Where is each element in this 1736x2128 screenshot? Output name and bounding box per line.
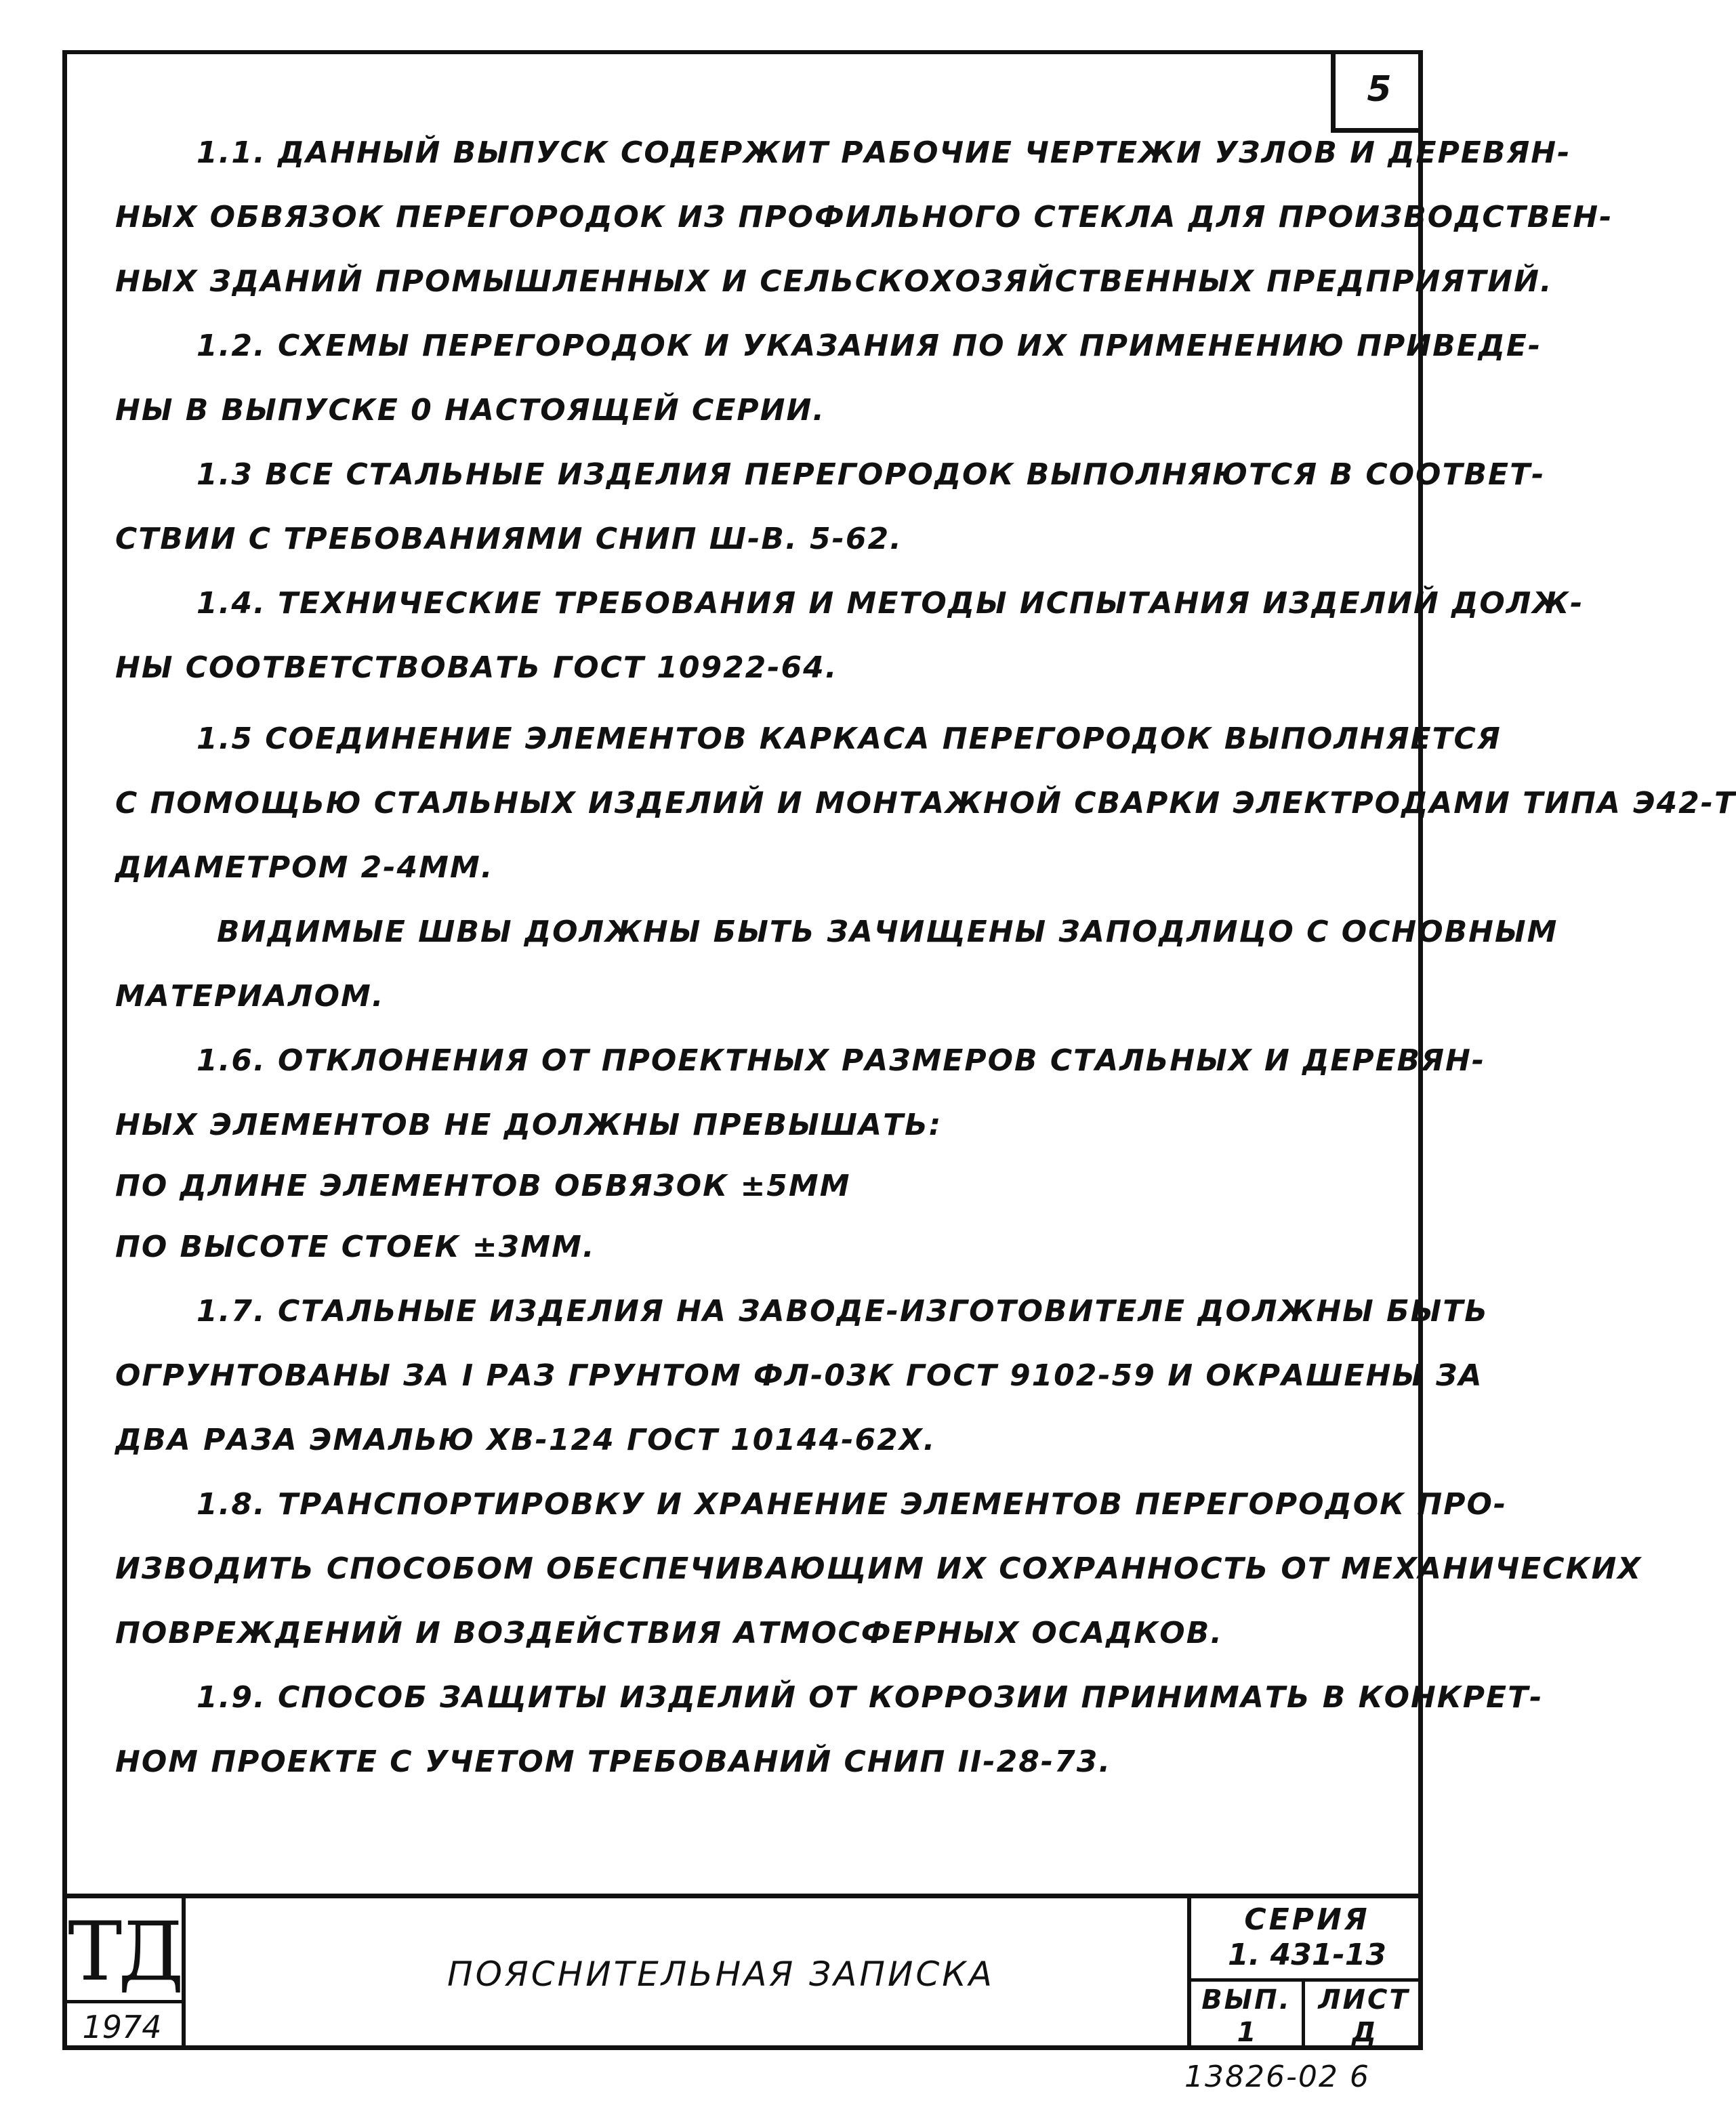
document-title: ПОЯСНИТЕЛЬНАЯ ЗАПИСКА (447, 1955, 995, 1994)
p7-line2: ОГРУНТОВАНЫ ЗА I РАЗ ГРУНТОМ ФЛ-03К ГОСТ 9102-59 И ОКРАШЕНЫ ЗА (115, 1358, 1483, 1393)
p8-line3: ПОВРЕЖДЕНИЙ И ВОЗДЕЙСТВИЯ АТМОСФЕРНЫХ ОСАДКОВ. (115, 1616, 1223, 1650)
series-cell (1187, 1898, 1423, 2050)
organization-cell (62, 1898, 186, 2050)
p6-line3: ПО ДЛИНЕ ЭЛЕМЕНТОВ ОБВЯЗОК ±5ММ (115, 1169, 851, 1203)
p5-line3: ДИАМЕТРОМ 2-4ММ. (115, 850, 494, 885)
p6-line1: 1.6. ОТКЛОНЕНИЯ ОТ ПРОЕКТНЫХ РАЗМЕРОВ СТАЛЬНЫХ И ДЕРЕВЯН- (197, 1043, 1486, 1078)
p5-line2: С ПОМОЩЬЮ СТАЛЬНЫХ ИЗДЕЛИЙ И МОНТАЖНОЙ СВАРКИ ЭЛЕКТРОДАМИ ТИПА Э42-Т (115, 786, 1736, 820)
archive-number: 13826-02 6 (1184, 2060, 1370, 2094)
p1-line3: НЫХ ЗДАНИЙ ПРОМЫШЛЕННЫХ И СЕЛЬСКОХОЗЯЙСТВЕННЫХ ПРЕДПРИЯТИЙ. (115, 264, 1553, 299)
p8-line2: ИЗВОДИТЬ СПОСОБОМ ОБЕСПЕЧИВАЮЩИМ ИХ СОХРАННОСТЬ ОТ МЕХАНИЧЕСКИХ (115, 1551, 1642, 1586)
p4-line1: 1.4. ТЕХНИЧЕСКИЕ ТРЕБОВАНИЯ И МЕТОДЫ ИСПЫТАНИЯ ИЗДЕЛИЙ ДОЛЖ- (197, 586, 1584, 621)
p3-line1: 1.3 ВСЕ СТАЛЬНЫЕ ИЗДЕЛИЯ ПЕРЕГОРОДОК ВЫПОЛНЯЮТСЯ В СООТВЕТ- (197, 457, 1546, 492)
p5b-line2: МАТЕРИАЛОМ. (115, 979, 385, 1014)
p9-line1: 1.9. СПОСОБ ЗАЩИТЫ ИЗДЕЛИЙ ОТ КОРРОЗИИ ПРИНИМАТЬ В КОНКРЕТ- (197, 1680, 1544, 1715)
title-block (62, 1894, 1423, 2050)
p5b-line1: ВИДИМЫЕ ШВЫ ДОЛЖНЫ БЫТЬ ЗАЧИЩЕНЫ ЗАПОДЛИЦО С ОСНОВНЫМ (217, 915, 1558, 949)
series-value: 1. 431-13 (1228, 1938, 1386, 1972)
p7-line3: ДВА РАЗА ЭМАЛЬЮ ХВ-124 ГОСТ 10144-62Х. (115, 1423, 936, 1457)
sheet-value: Д (1352, 2017, 1376, 2048)
p5-line1: 1.5 СОЕДИНЕНИЕ ЭЛЕМЕНТОВ КАРКАСА ПЕРЕГОРОДОК ВЫПОЛНЯЕТСЯ (197, 722, 1502, 756)
p7-line1: 1.7. СТАЛЬНЫЕ ИЗДЕЛИЯ НА ЗАВОДЕ-ИЗГОТОВИТЕЛЕ ДОЛЖНЫ БЫТЬ (197, 1294, 1489, 1329)
series-label: СЕРИЯ (1244, 1902, 1370, 1937)
p8-line1: 1.8. ТРАНСПОРТИРОВКУ И ХРАНЕНИЕ ЭЛЕМЕНТОВ ПЕРЕГОРОДОК ПРО- (197, 1487, 1508, 1522)
p4-line2: НЫ СООТВЕТСТВОВАТЬ ГОСТ 10922-64. (115, 650, 838, 685)
p3-line2: СТВИИ С ТРЕБОВАНИЯМИ СНИП Ш-В. 5-62. (115, 522, 903, 556)
p1-line2: НЫХ ОБВЯЗОК ПЕРЕГОРОДОК ИЗ ПРОФИЛЬНОГО СТЕКЛА ДЛЯ ПРОИЗВОДСТВЕН- (115, 200, 1613, 234)
p2-line2: НЫ В ВЫПУСКЕ 0 НАСТОЯЩЕЙ СЕРИИ. (115, 393, 825, 427)
td-logo: ТД (68, 1905, 180, 1999)
issue-cell (1191, 1982, 1305, 2050)
p9-line2: НОМ ПРОЕКТЕ С УЧЕТОМ ТРЕБОВАНИЙ СНИП II-28-73. (115, 1745, 1112, 1779)
issue-label: ВЫП. (1201, 1984, 1291, 2016)
p6-line2: НЫХ ЭЛЕМЕНТОВ НЕ ДОЛЖНЫ ПРЕВЫШАТЬ: (115, 1108, 943, 1142)
p2-line1: 1.2. СХЕМЫ ПЕРЕГОРОДОК И УКАЗАНИЯ ПО ИХ ПРИМЕНЕНИЮ ПРИВЕДЕ- (197, 329, 1542, 363)
issue-sheet-grid (1191, 1978, 1423, 2050)
issue-value: 1 (1237, 2017, 1256, 2048)
page-number: 5 (1331, 50, 1423, 133)
p6-line4: ПО ВЫСОТЕ СТОЕК ±3ММ. (115, 1230, 596, 1264)
p1-line1: 1.1. ДАННЫЙ ВЫПУСК СОДЕРЖИТ РАБОЧИЕ ЧЕРТЕЖИ УЗЛОВ И ДЕРЕВЯН- (197, 135, 1571, 170)
sheet-cell (1305, 1982, 1423, 2050)
year: 1974 (62, 2000, 182, 2050)
sheet-label: ЛИСТ (1318, 1984, 1410, 2016)
